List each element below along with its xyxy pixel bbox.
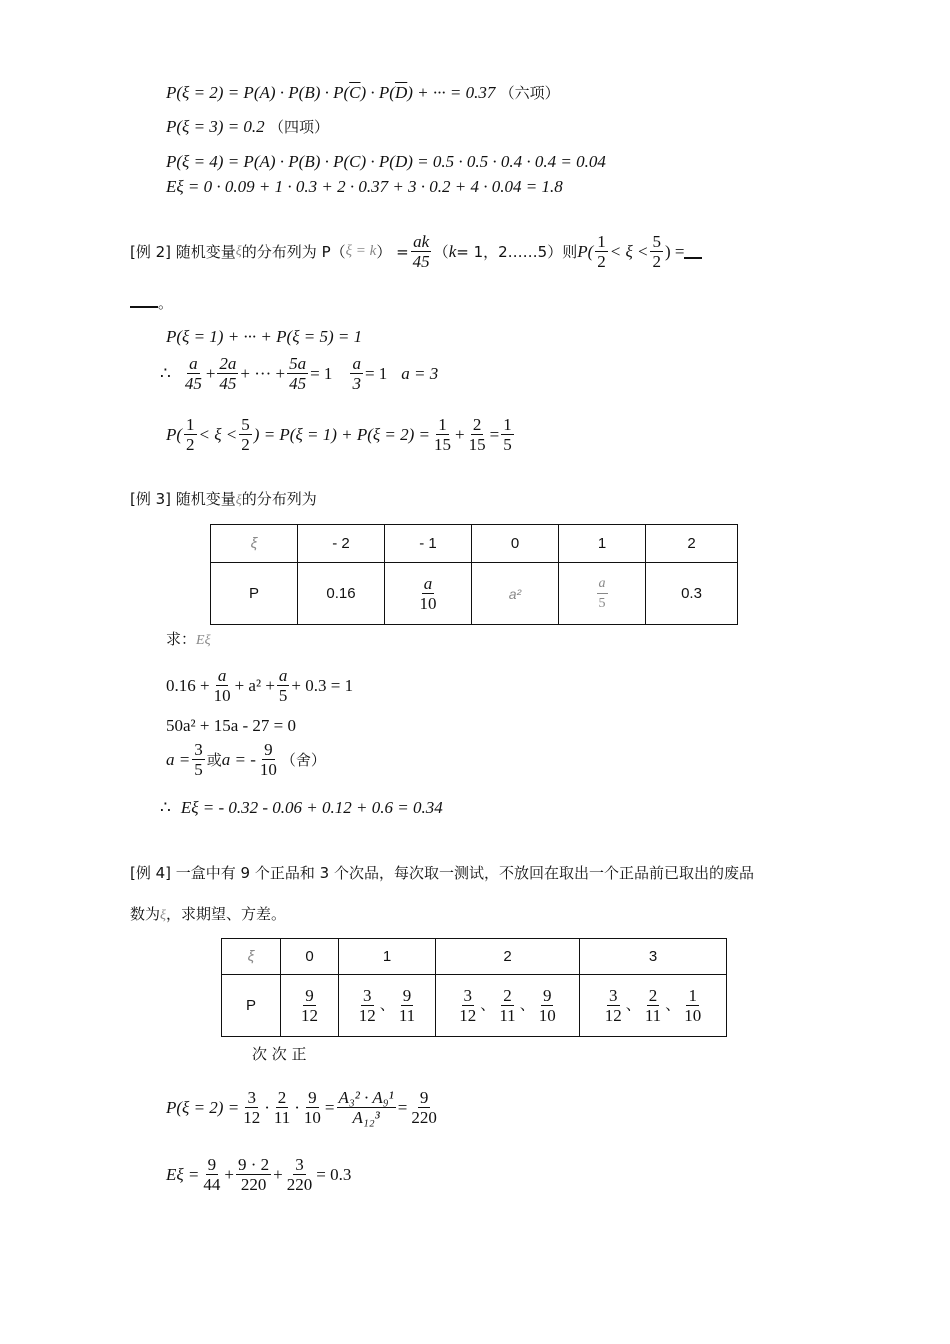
separator: 、 [665,995,681,1014]
example-2-question [130,232,702,271]
separator: 、 [379,995,395,1014]
fraction [682,986,703,1025]
numerator: 2 [472,415,482,434]
question-text: （ [433,243,449,261]
denominator: 2 [652,252,661,271]
numerator: 1 [438,415,447,434]
note-six-terms: （六项） [499,84,560,102]
formula-result: = 0.3 [316,1164,352,1184]
fraction [236,1155,271,1194]
fraction [184,415,197,454]
fraction [603,986,624,1025]
numerator: 2 [503,986,512,1005]
table-cell: ξ [222,939,281,975]
equals: = [489,424,500,444]
d-bar: $\overline{D}$ [394,83,408,102]
ex3-sum-eq [166,666,353,705]
numerator: a [352,354,361,373]
denominator: 2 [597,252,606,271]
question-text: 数为 [130,905,161,923]
ex3-distribution-table [210,524,738,625]
expectation-symbol: Eξ [196,633,211,648]
denominator: 45 [184,374,202,393]
fraction [217,354,238,393]
fraction [302,1088,323,1127]
example-4-question-line1: [例 4] 一盒中有 9 个正品和 3 个次品，每次取一测试，不放回在取出一个正品前已取出的废品 [130,864,754,882]
table-cell [281,975,339,1037]
fraction [350,354,363,393]
numerator: 3 [295,1155,304,1174]
fraction [287,354,308,393]
xi-symbol: ξ [160,908,167,923]
xi-symbol: ξ [235,493,242,508]
plus-ellipsis: + ··· + [240,363,286,383]
denominator: 5 [194,760,203,779]
denominator: 12 [301,1006,318,1025]
formula-text: a = [166,749,191,769]
denominator: 220 [411,1108,437,1127]
example-label: [例 3] 随机变量 [130,490,236,508]
answer-blank-line [130,292,173,313]
formula-text: ) · P( [360,83,395,102]
fraction [201,1155,222,1194]
formula-p-xi-4: P(ξ = 4) = P(A) · P(B) · P(C) · P(D) = 0.5 · 0.5 · 0.4 · 0.4 = 0.04 [166,152,606,171]
ex4-under-table-note: 次 次 正 [252,1045,307,1063]
formula-text: P(ξ = 2) = [166,1097,240,1117]
table-cell [436,975,580,1037]
separator: 、 [625,995,641,1014]
numerator: 9 [402,986,412,1005]
plus: + [273,1164,283,1184]
answer-blank [130,298,158,308]
numerator: a [423,574,433,593]
numerator: 5 [241,415,250,434]
denominator: 220 [286,1175,313,1194]
table-cell: 1 [559,525,646,563]
xi-eq-k: ξ = k [345,243,377,259]
table-cell: P [222,975,281,1037]
denominator: 11 [644,1006,662,1025]
question-text: ，求期望、方差。 [166,905,287,923]
or-text: 或 [206,751,222,769]
ex4-expectation [166,1155,351,1194]
question-text: = 1，2……5）则 [456,243,578,261]
numerator: 9 [207,1155,217,1174]
denominator: 12 [243,1108,261,1127]
denominator: 45 [289,374,307,393]
separator: 、 [519,995,535,1014]
table-row-p [211,563,738,625]
fraction [239,415,252,454]
fraction [258,740,279,779]
ex3-expectation [160,798,443,818]
denominator: 44 [203,1175,221,1194]
numerator: 3 [363,986,372,1005]
plus: + [205,363,216,383]
denominator: 11 [398,1006,416,1025]
dot: · [294,1097,300,1117]
denominator: 10 [213,686,231,705]
fraction [285,1155,315,1194]
plus: + [224,1164,234,1184]
numerator: ak [413,232,430,251]
formula-text: + a² + [234,675,275,695]
fraction-half [595,232,608,271]
example-label: [例 2] 随机变量 [130,243,236,261]
table-cell: a² [472,563,559,625]
fraction [467,415,488,454]
discard-note: （舍） [280,751,326,769]
question-tail: ) = [664,241,685,261]
fraction [272,1088,292,1127]
table-cell: ξ [211,525,298,563]
formula-text: ) = P(ξ = 1) + P(ξ = 2) = [253,424,431,444]
equals: = [324,1097,335,1117]
numerator: 9 [419,1088,429,1107]
ask-text: 求： [166,630,197,648]
denominator: 15 [468,435,486,454]
xi-symbol: ξ [235,243,242,259]
table-row-p [222,975,727,1037]
numerator: a [217,666,227,685]
denominator: 11 [499,1006,516,1025]
numerator: 1 [597,232,606,251]
fraction [501,415,514,454]
fraction [357,986,378,1025]
numerator: 2 [277,1088,287,1107]
numerator: 3 [194,740,203,759]
fraction [597,574,608,613]
dot: · [264,1097,270,1117]
equals-one: = 1 [364,363,388,383]
table-cell: 2 [646,525,738,563]
numerator: 2 [648,986,658,1005]
equals: = [397,1097,408,1117]
table-cell [580,975,727,1037]
therefore-symbol: ∴ [160,798,171,817]
denominator: 12 [358,1006,376,1025]
denominator: 5 [503,435,512,454]
fraction [537,986,558,1025]
fraction [299,986,320,1025]
ex4-p-xi-2 [166,1088,441,1127]
a-equals-3: a = 3 [401,363,439,383]
formula-text: + 0.3 = 1 [291,675,354,695]
formula-p-xi-3 [166,116,329,137]
ex4-distribution-table [221,938,727,1037]
fraction [418,574,439,613]
fraction [192,740,205,779]
numerator: a [597,574,608,594]
table-cell: 0 [281,939,339,975]
formula-text: ) + ··· = 0.37 [407,83,496,102]
denominator: 10 [259,760,277,779]
formula-text: P(ξ = 3) = 0.2 [166,117,265,136]
numerator: 9 [264,740,273,759]
therefore-symbol: ∴ [160,363,171,383]
ex3-quadratic: 50a² + 15a - 27 = 0 [166,716,297,735]
fraction [397,986,417,1025]
table-row-xi [211,525,738,563]
denominator: 220 [240,1175,267,1194]
fraction [457,986,478,1025]
denominator: 45 [219,374,237,393]
fraction-ak-45 [411,232,432,271]
fraction [277,666,290,705]
fraction-arrangements [337,1088,396,1127]
ex3-ask [166,628,211,649]
question-text: 的分布列为 P（ [241,243,346,261]
formula-text: P( [166,424,183,444]
denominator: 10 [419,594,437,613]
table-cell: - 2 [298,525,385,563]
example-4-question-line2 [130,903,286,924]
numerator: 3 [247,1088,256,1107]
denominator: 10 [538,1006,556,1025]
table-cell: 3 [580,939,727,975]
denominator: 11 [273,1108,291,1127]
example-3-question [130,488,317,509]
table-row-xi [222,939,727,975]
denominator: 12 [604,1006,622,1025]
fraction [409,1088,439,1127]
numerator: 9 [308,1088,317,1107]
numerator: a [278,666,288,685]
table-cell: 0 [472,525,559,563]
ex2-result [166,415,516,454]
fraction [497,986,517,1025]
fraction [241,1088,262,1127]
denominator: 3 [352,374,361,393]
formula-p-xi-2 [166,82,560,103]
numerator: 2a [219,354,237,373]
denominator: 5 [278,686,288,705]
table-cell [339,975,436,1037]
table-cell: 1 [339,939,436,975]
ex3-roots [166,740,326,779]
question-text: ） = [376,243,409,261]
formula-expectation-1: Eξ = 0 · 0.09 + 1 · 0.3 + 2 · 0.37 + 3 · 0.2 + 4 · 0.04 = 1.8 [166,177,563,196]
formula-text: Eξ = - 0.32 - 0.06 + 0.12 + 0.6 = 0.34 [180,798,443,817]
separator: 、 [480,995,496,1014]
numerator: 1 [186,415,195,434]
table-cell: P [211,563,298,625]
denominator: 10 [303,1108,321,1127]
formula-text: 0.16 + [166,675,210,695]
ex2-solve-a [160,354,438,393]
denominator: 15 [434,435,452,454]
inequality: < ξ < [609,241,649,261]
denominator: 2 [241,435,250,454]
numerator: 9 [542,986,552,1005]
numerator: A₃² · A₉¹ [338,1088,394,1107]
denominator: 12 [459,1006,477,1025]
denominator: 10 [684,1006,702,1025]
question-text: 的分布列为 [241,490,317,508]
answer-blank [684,245,702,259]
table-cell [385,563,472,625]
k-symbol: k [448,241,457,261]
numerator: a [189,354,198,373]
numerator: 9 · 2 [237,1155,270,1174]
formula-text: P(ξ = 2) = P(A) · P(B) · P( [166,83,350,102]
note-four-terms: （四项） [268,118,329,136]
period: 。 [158,294,174,312]
denominator: 45 [412,252,430,271]
formula-text: a = - [221,749,256,769]
fraction [643,986,663,1025]
c-bar: $\overline{C}$ [349,83,361,102]
denominator: A₁₂³ [352,1108,380,1127]
table-cell: 0.3 [646,563,738,625]
numerator: 3 [609,986,618,1005]
fraction [432,415,453,454]
numerator: 5 [652,232,661,251]
fraction-five-halves [650,232,663,271]
equals-one: = 1 [310,363,333,383]
table-cell: 0.16 [298,563,385,625]
fraction [212,666,233,705]
formula-text: Eξ = [166,1164,200,1184]
table-cell: 2 [436,939,580,975]
table-cell [559,563,646,625]
fraction [183,354,204,393]
ex2-sum-eq-1: P(ξ = 1) + ··· + P(ξ = 5) = 1 [166,327,363,346]
numerator: 9 [305,986,314,1005]
table-cell: - 1 [385,525,472,563]
numerator: 1 [503,415,512,434]
denominator: 2 [186,435,195,454]
numerator: 3 [463,986,473,1005]
numerator: 1 [688,986,697,1005]
p-open: P( [577,241,594,261]
numerator: 5a [289,354,307,373]
formula-text: < ξ < [198,424,238,444]
plus: + [455,424,465,444]
denominator: 5 [598,596,606,611]
